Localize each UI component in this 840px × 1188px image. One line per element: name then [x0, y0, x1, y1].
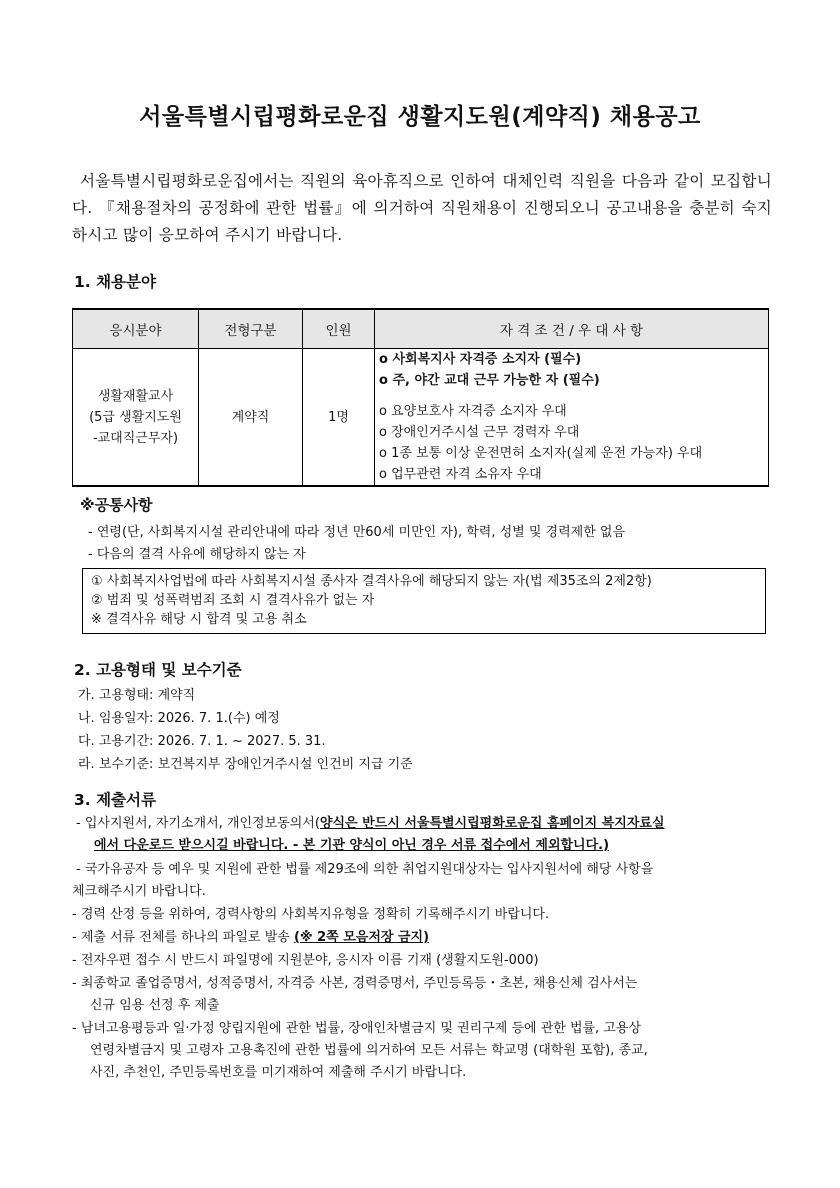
header-count: 인원	[303, 309, 375, 349]
doc-item-4-text: - 제출 서류 전체를 하나의 파일로 발송	[72, 930, 294, 945]
doc-item-3: - 경력 산정 등을 위하여, 경력사항의 사회복지유형을 정확히 기록해주시기 바랍니다.	[72, 907, 550, 922]
doc-item-6-cont: 신규 임용 선정 후 제출	[90, 998, 220, 1013]
intro-paragraph: 서울특별시립평화로운집에서는 직원의 육아휴직으로 인하여 대체인력 직원을 다음과 같이 모집합니다. 『채용절차의 공정화에 관한 법률』에 의거하여 직원채용이 진행되오니 공고내용을 충분히 숙지하시고 많이 응모하여 주시기 바랍니다.	[72, 172, 772, 244]
cell-count: 1명	[303, 349, 375, 487]
employment-item-2: 나. 임용일자: 2026. 7. 1.(수) 예정	[78, 711, 280, 726]
doc-item-7-cont-2: 사진, 추천인, 주민등록번호를 미기재하여 제출해 주시기 바랍니다.	[90, 1065, 467, 1080]
doc-item-1-cont: 에서 다운로드 받으시길 바랍니다. - 본 기관 양식이 아닌 경우 서류 접수에서 제외합니다.)	[94, 838, 610, 853]
doc-item-1-text: - 입사지원서, 자기소개서, 개인정보동의서(	[76, 816, 320, 831]
section2-heading: 2. 고용형태 및 보수기준	[74, 661, 242, 679]
field-line-2: (5급 생활지도원	[89, 409, 182, 425]
header-field: 응시분야	[73, 309, 199, 349]
disqualification-box	[82, 568, 766, 634]
recruitment-table	[72, 308, 769, 487]
box-line-1: ① 사회복지사업법에 따라 사회복지시설 종사자 결격사유에 해당되지 않는 자(법 제35조의 2제2항)	[91, 574, 652, 589]
preferred-2: o 장애인거주시설 근무 경력자 우대	[379, 425, 580, 440]
spacer	[379, 391, 764, 401]
required-1: o 사회복지사 자격증 소지자 (필수)	[379, 352, 582, 367]
cell-type: 계약직	[199, 349, 303, 487]
doc-item-4	[72, 926, 429, 945]
section1-heading: 1. 채용분야	[74, 273, 156, 291]
preferred-1: o 요양보호사 자격증 소지자 우대	[379, 404, 567, 419]
doc-item-7: - 남녀고용평등과 일·가정 양립지원에 관한 법률, 장애인차별금지 및 권리구제 등에 관한 법률, 고용상	[72, 1021, 641, 1036]
employment-item-4: 라. 보수기준: 보건복지부 장애인거주시설 인건비 지급 기준	[78, 757, 413, 772]
cell-qualifications	[375, 349, 769, 487]
doc-item-7-cont-1: 연령차별금지 및 고령자 고용촉진에 관한 법률에 의거하여 모든 서류는 학교명 (대학원 포함), 종교,	[90, 1043, 648, 1058]
doc-item-2-cont: 체크해주시기 바랍니다.	[72, 884, 206, 899]
doc-item-2: - 국가유공자 등 예우 및 지원에 관한 법률 제29조에 의한 취업지원대상자는 입사지원서에 해당 사항을	[76, 862, 654, 877]
section3-heading: 3. 제출서류	[74, 791, 156, 809]
header-type: 전형구분	[199, 309, 303, 349]
common-heading: ※공통사항	[80, 496, 153, 514]
employment-item-1: 가. 고용형태: 계약직	[78, 688, 196, 703]
header-qualifications: 자 격 조 건 / 우 대 사 항	[375, 309, 769, 349]
box-line-3: ※ 결격사유 해당 시 합격 및 고용 취소	[91, 612, 307, 627]
table-row	[73, 349, 769, 487]
required-2: o 주, 야간 교대 근무 가능한 자 (필수)	[379, 373, 600, 388]
employment-item-3: 다. 고용기간: 2026. 7. 1. ~ 2027. 5. 31.	[78, 734, 326, 749]
doc-item-5: - 전자우편 접수 시 반드시 파일명에 지원분야, 응시자 이름 기재 (생활지도원-000)	[72, 953, 539, 968]
doc-item-4-bold: (※ 2쪽 모음저장 금지)	[294, 930, 430, 945]
table-header-row	[73, 309, 769, 349]
field-line-1: 생활재활교사	[97, 388, 174, 404]
common-item-2: - 다음의 결격 사유에 해당하지 않는 자	[88, 547, 306, 562]
cell-field	[73, 349, 199, 487]
doc-item-6: - 최종학교 졸업증명서, 성적증명서, 자격증 사본, 경력증명서, 주민등록등・초본, 채용신체 검사서는	[72, 976, 638, 991]
doc-item-1-bold: 양식은 반드시 서울특별시립평화로운집 홈페이지 복지자료실	[319, 816, 665, 831]
box-line-2: ② 범죄 및 성폭력범죄 조회 시 결격사유가 없는 자	[91, 593, 375, 608]
common-item-1: - 연령(단, 사회복지시설 관리안내에 따라 정년 만60세 미만인 자), 학력, 성별 및 경력제한 없음	[88, 525, 626, 540]
field-line-3: -교대직근무자)	[92, 430, 179, 446]
doc-item-1	[76, 812, 665, 831]
preferred-4: o 업무관련 자격 소유자 우대	[379, 467, 542, 482]
preferred-3: o 1종 보통 이상 운전면허 소지자(실제 운전 가능자) 우대	[379, 446, 703, 461]
page-title: 서울특별시립평화로운집 생활지도원(계약직) 채용공고	[139, 104, 701, 130]
